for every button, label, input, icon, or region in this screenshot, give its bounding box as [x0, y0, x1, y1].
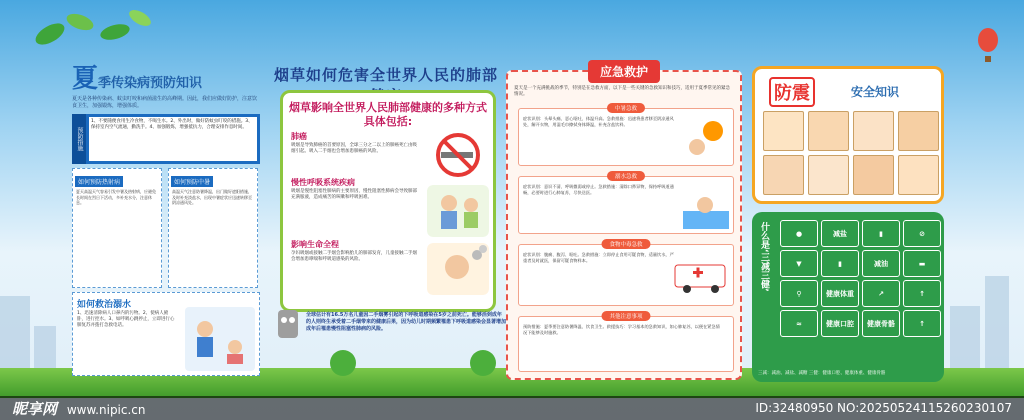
balloon-icon [975, 28, 1001, 66]
sunstroke-column [168, 168, 258, 288]
tree-icon [470, 350, 496, 376]
apple-icon: ● [780, 220, 818, 247]
emergency-panel [506, 65, 742, 380]
chronic-respiratory-heading: 慢性呼吸系统疾病 [291, 178, 355, 187]
emergency-section-text: 症状识别：意识不清、呼吸微弱或停止。急救措施：清除口鼻异物，保持呼吸道通畅，必要时进行心肺复苏，尽快送医。 [523, 184, 674, 195]
emergency-section-title: 溺水急救 [607, 171, 645, 181]
lung-cancer-text: 吸烟是导致肺癌的首要原因，全球三分之二以上的肺癌死亡由吸烟引起。吸入二手烟也会增加患肺癌的风险。 [291, 143, 417, 154]
health-cell-label: 减油 [862, 250, 900, 277]
health-cell-label: 健康口腔 [821, 310, 859, 337]
leaves-decoration [20, 4, 160, 64]
lifecycle-text: 孕妇吸烟或接触二手烟会影响胎儿的肺部发育，儿童接触二手烟会增加患哮喘和呼吸道感染的风险。 [291, 251, 417, 262]
three-reductions-side-title: 什么是‘三减三健’ [759, 222, 769, 292]
walking-icon: ↑ [903, 280, 941, 307]
no-sugar-icon: ⊘ [903, 220, 941, 247]
sunstroke-title: 如何预防中暑 [171, 176, 213, 187]
emergency-section-text: 预防措施：夏季要注意防暑降温、饮食卫生。救援技巧：学习基本的急救知识，如心肺复苏，以便在紧急情况下能够及时施救。 [523, 324, 720, 335]
cycling-icon: ⚲ [780, 280, 818, 307]
drowning-title: 如何救治溺水 [77, 300, 132, 310]
health-cell-label: 健康体重 [821, 280, 859, 307]
earthquake-tip-tile [898, 111, 939, 151]
earthquake-title-sub: 安全知识 [851, 85, 900, 99]
earthquake-title-main: 防震 [769, 77, 815, 107]
watermark-id: ID:32480950 NO:20250524115260230107 [755, 401, 1012, 415]
sun-heat-illustration [683, 117, 729, 161]
smoking-subtitle-2: 具体包括: [363, 115, 413, 128]
watermark-logo [12, 398, 146, 419]
swimming-icon: ≈ [780, 310, 818, 337]
health-cell-label: 减盐 [821, 220, 859, 247]
elderly-cough-illustration [427, 185, 489, 237]
lifecycle-heading: 影响生命全程 [291, 240, 339, 249]
lung-cancer-heading: 肺癌 [291, 132, 307, 141]
health-cell-label: 健康骨骼 [862, 310, 900, 337]
earthquake-tip-tile [853, 155, 894, 195]
watermark-logo-text: 昵享网 [12, 399, 58, 418]
earthquake-tip-grid [763, 111, 939, 195]
running-icon: ↗ [862, 280, 900, 307]
carrot-icon: ▼ [780, 250, 818, 277]
emergency-section [518, 244, 734, 306]
emergency-section [518, 316, 734, 372]
salt-shaker-icon: ▮ [862, 220, 900, 247]
earthquake-tip-tile [853, 111, 894, 151]
prevention-label: 预防措施 [72, 114, 86, 164]
bread-icon: ▬ [903, 250, 941, 277]
summer-intro: 夏天是各种传染病、蚊虫叮咬和病菌滋生的高峰期。因此，我们应做好防护，注意饮食卫生，加强锻炼，增强体质。 [72, 96, 258, 109]
emergency-section [518, 108, 734, 166]
emergency-section-title: 中暑急救 [607, 103, 645, 113]
watermark-bar [0, 396, 1024, 420]
prevention-box [72, 114, 260, 164]
earthquake-tip-tile [763, 155, 804, 195]
sunstroke-text: 高温天气注意防暑降温，出门做好遮阳措施，及时补充淡盐水，出现中暑症状应迅速转移至阴凉通风处。 [172, 189, 252, 205]
tree-icon [330, 350, 356, 376]
drowning-illustration [683, 185, 729, 229]
rescue-illustration [185, 307, 255, 371]
drowning-rescue-box [72, 292, 260, 376]
no-smoking-icon [427, 129, 489, 181]
watermark-url: www.nipic.cn [66, 402, 146, 417]
heatstroke-title: 如何预防热射病 [75, 176, 123, 187]
smoking-subtitle-1: 烟草影响全世界人民肺部健康的多种方式 [289, 101, 487, 114]
chronic-respiratory-text: 吸烟是慢性阻塞性肺病的主要原因，慢性阻塞性肺病会导致肺部充满脓液，造成痛苦的咳嗽和呼吸困难。 [291, 189, 417, 200]
smoking-panel [280, 90, 496, 312]
summer-title-rest: 季传染病预防知识 [98, 76, 203, 91]
three-reductions-panel [752, 212, 944, 382]
emergency-title: 应急救护 [588, 60, 660, 83]
emergency-section-text: 症状识别：腹痛、腹泻、呕吐。急救措施：立即停止食用可疑食物，适量饮水，严重者及时就医，保留可疑食物样本。 [523, 252, 674, 263]
emergency-section-title: 其他注意事项 [601, 311, 650, 321]
smoking-subtitle [283, 101, 493, 129]
earthquake-tip-tile [763, 111, 804, 151]
oil-bottle-icon: ▮ [821, 250, 859, 277]
smoking-bottom-note: 全球估计有16.5万名儿童因二手烟雾引起的下呼吸道感染在5岁之前死亡。能够活到成年的人则终生承受着二手烟带来的健康后果，因为幼儿时期频繁罹患下呼吸道感染会显著增加成年后罹患慢性阻塞性肺病的风险。 [306, 312, 507, 332]
prevention-text: 1、不要随便食用生冷食物，不喝生水。2、外出时，做好防蚊虫叮咬的措施。3、保持室内空气流通，勤洗手。4、加强锻炼，增强抵抗力，合理安排作息时间。 [89, 117, 257, 161]
earthquake-tip-tile [898, 155, 939, 195]
drowning-text: 1、迅速清除病人口鼻内的污物。2、使病人俯卧，进行控水。3、如呼吸心跳停止，立即进行心肺复苏并拨打急救电话。 [77, 311, 175, 328]
heatstroke-text: 夏天高温天气容易引发中暑及热射病，应避免长时间在烈日下活动，多补充水分，注意休息。 [76, 189, 156, 205]
summer-disease-panel [72, 58, 262, 378]
emergency-section [518, 176, 734, 234]
emergency-section-text: 症状识别：头晕头痛、恶心呕吐、体温升高。急救措施：迅速将患者移至阴凉通风处，解开衣物，用湿毛巾擦拭身体降温，补充含盐饮料。 [523, 116, 674, 127]
earthquake-tip-tile [808, 155, 849, 195]
earthquake-tip-tile [808, 111, 849, 151]
heatstroke-column [72, 168, 162, 288]
earthquake-panel [752, 66, 944, 204]
child-smoke-illustration [427, 243, 489, 295]
health-icon-grid [780, 220, 941, 337]
summer-title [72, 58, 202, 95]
mascot-illustration [270, 300, 306, 346]
emergency-intro: 夏天是一个充满挑战的季节，特别是在急救方面，以下是一些关键的急救知识和技巧，适用于夏季常见的紧急情况。 [514, 86, 730, 97]
three-reductions-footer: 三减：减油、减盐、减糖 三健：健康口腔、健康体重、健康骨骼 [758, 371, 886, 376]
emergency-section-title: 食物中毒急救 [601, 239, 650, 249]
summer-title-big: 夏 [72, 64, 99, 94]
ambulance-icon [673, 259, 731, 295]
elderly-walking-icon: ↑ [903, 310, 941, 337]
smoking-title: 烟草如何危害全世界人民的肺部 [273, 66, 498, 84]
